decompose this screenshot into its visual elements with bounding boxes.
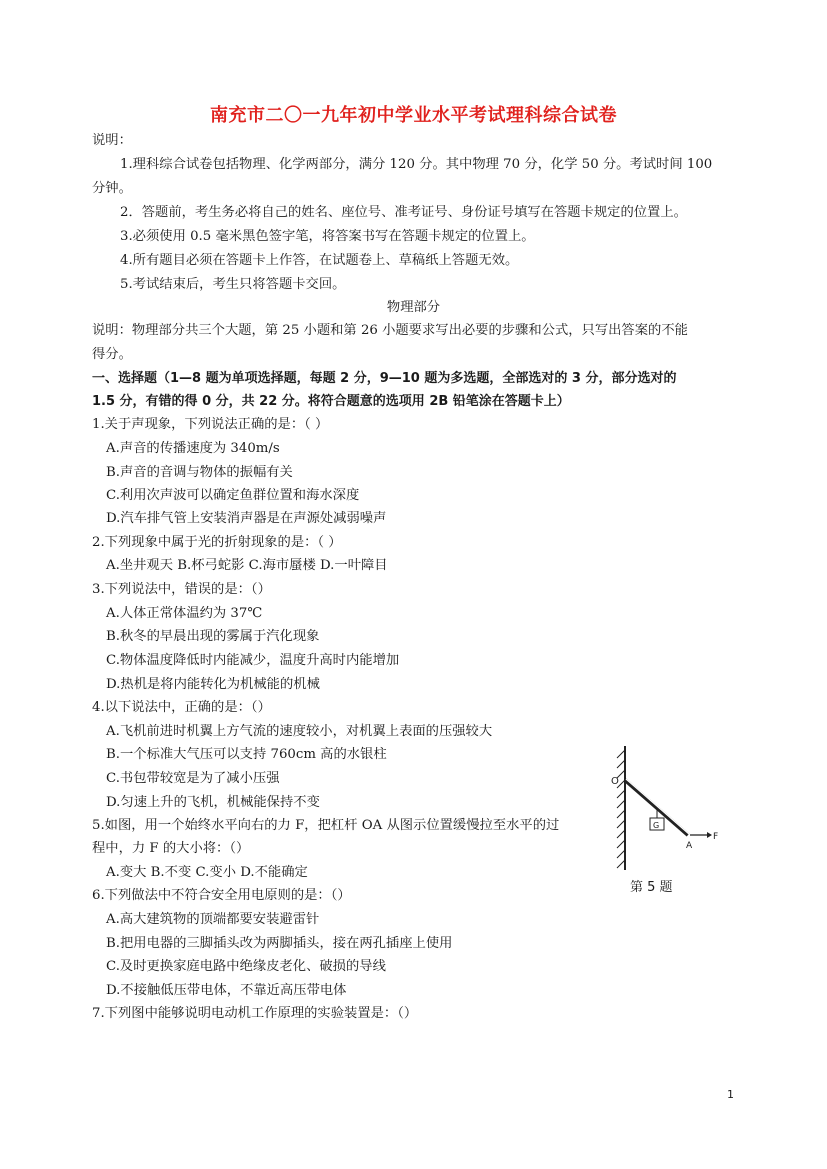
question-stem: 1.关于声现象，下列说法正确的是：（ ） xyxy=(92,417,329,432)
section-heading: 一、选择题（1—8 题为单项选择题，每题 2 分，9—10 题为多选题，全部选对的 3 分，部分选对的 xyxy=(92,371,677,386)
page-number: 1 xyxy=(727,1088,734,1101)
force-arrowhead xyxy=(707,832,712,838)
label-a: A xyxy=(686,841,693,851)
option: B.一个标准大气压可以支持 760cm 高的水银柱 xyxy=(106,747,387,762)
label-f: F xyxy=(713,832,719,842)
option: D.汽车排气管上安装消声器是在声源处减弱噪声 xyxy=(106,511,387,526)
page-title: 南充市二〇一九年初中学业水平考试理科综合试卷 xyxy=(210,105,617,126)
option: A.变大 B.不变 C.变小 D.不能确定 xyxy=(106,865,308,880)
question-stem: 7.下列图中能够说明电动机工作原理的实验装置是：（） xyxy=(92,1006,418,1021)
intro-heading: 说明： xyxy=(92,133,132,148)
intro-item: 分钟。 xyxy=(92,181,132,196)
lever-figure xyxy=(604,740,724,875)
option: B.把用电器的三脚插头改为两脚插头，接在两孔插座上使用 xyxy=(106,936,453,951)
question-stem: 3.下列说法中，错误的是：（） xyxy=(92,582,271,597)
option: D.不接触低压带电体，不靠近高压带电体 xyxy=(106,983,347,998)
option: C.书包带较宽是为了减小压强 xyxy=(106,771,280,786)
intro-item: 1.理科综合试卷包括物理、化学两部分，满分 120 分。其中物理 70 分，化学 50 分。考试时间 100 xyxy=(120,157,713,172)
figure-caption: 第 5 题 xyxy=(630,880,673,895)
question-stem: 6.下列做法中不符合安全用电原则的是：（） xyxy=(92,888,351,903)
option: D.热机是将内能转化为机械能的机械 xyxy=(106,677,320,692)
physics-heading: 物理部分 xyxy=(386,300,441,315)
question-stem: 程中，力 F 的大小将：（） xyxy=(92,841,250,856)
option: B.声音的音调与物体的振幅有关 xyxy=(106,465,293,480)
option: C.利用次声波可以确定鱼群位置和海水深度 xyxy=(106,488,360,503)
label-g: G xyxy=(653,821,660,830)
option: D.匀速上升的飞机，机械能保持不变 xyxy=(106,795,320,810)
intro-item: 2．答题前，考生务必将自己的姓名、座位号、准考证号、身份证号填写在答题卡规定的位置上。 xyxy=(120,205,687,220)
wall-hatching xyxy=(617,750,625,868)
intro-item: 5.考试结束后，考生只将答题卡交回。 xyxy=(120,277,346,292)
label-o: O xyxy=(611,776,619,787)
section-heading: 1.5 分，有错的得 0 分，共 22 分。将符合题意的选项用 2B 铅笔涂在答题卡上） xyxy=(92,394,570,409)
intro-item: 3.必须使用 0.5 毫米黑色签字笔，将答案书写在答题卡规定的位置上。 xyxy=(120,229,535,244)
physics-note: 得分。 xyxy=(92,347,132,362)
option: B.秋冬的早晨出现的雾属于汽化现象 xyxy=(106,629,320,644)
question-stem: 2.下列现象中属于光的折射现象的是：（ ） xyxy=(92,535,342,550)
question-stem: 4.以下说法中，正确的是：（） xyxy=(92,700,271,715)
physics-note: 说明：物理部分共三个大题，第 25 小题和第 26 小题要求写出必要的步骤和公式，只写出答案的不能 xyxy=(92,323,688,338)
question-stem: 5.如图，用一个始终水平向右的力 F，把杠杆 OA 从图示位置缓慢拉至水平的过 xyxy=(92,818,560,833)
option: A.飞机前进时机翼上方气流的速度较小，对机翼上表面的压强较大 xyxy=(106,724,493,739)
option: C.及时更换家庭电路中绝缘皮老化、破损的导线 xyxy=(106,959,386,974)
option: A.高大建筑物的顶端都要安装避雷针 xyxy=(106,912,320,927)
option: A.声音的传播速度为 340m/s xyxy=(106,441,280,456)
intro-item: 4.所有题目必须在答题卡上作答，在试题卷上、草稿纸上答题无效。 xyxy=(120,253,519,268)
option: A.人体正常体温约为 37℃ xyxy=(106,606,263,621)
option: A.坐井观天 B.杯弓蛇影 C.海市蜃楼 D.一叶障目 xyxy=(106,558,388,573)
option: C.物体温度降低时内能减少，温度升高时内能增加 xyxy=(106,653,400,668)
